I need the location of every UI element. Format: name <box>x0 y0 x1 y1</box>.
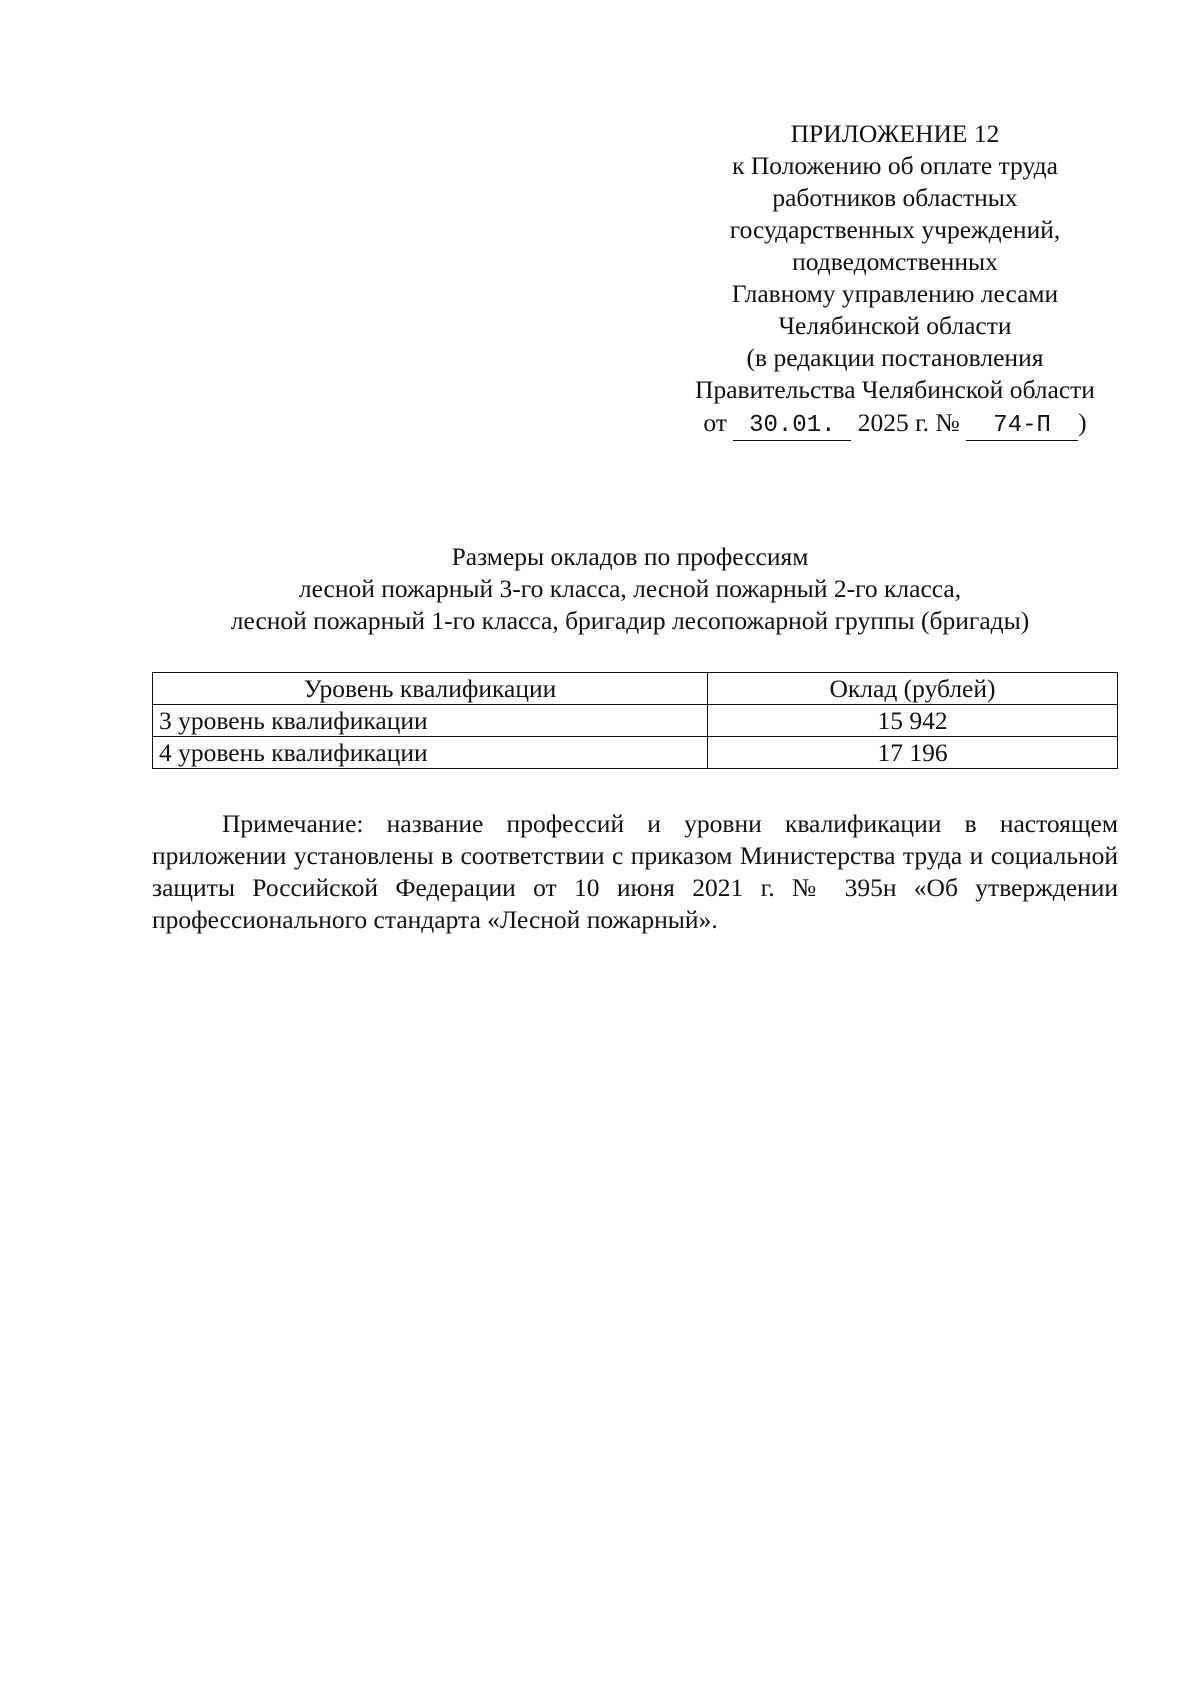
salary-cell: 15 942 <box>708 705 1118 737</box>
note-paragraph: Примечание: название профессий и уровни квалификации в настоящем приложении установлены в соответствии с приказом Министерства труда и социальной защиты Российской Федерации от 10 июня 2021 г. № 395н «Об утверждении профессионального стандарта «Лесной пожарный». <box>152 809 1118 934</box>
ref-suffix: ) <box>1078 408 1087 437</box>
resolution-reference <box>660 407 1130 441</box>
appendix-line: подведомственных <box>792 247 998 276</box>
heading-line: лесной пожарный 1-го класса, бригадир лесопожарной группы (бригады) <box>230 606 1030 635</box>
table-header-row <box>153 673 1118 705</box>
appendix-line: государственных учреждений, <box>729 215 1061 244</box>
appendix-line: работников областных <box>772 183 1018 212</box>
heading-line: лесной пожарный 3-го класса, лесной пожарный 2-го класса, <box>298 574 962 603</box>
appendix-line: Главному управлению лесами <box>731 279 1059 308</box>
table-row <box>153 737 1118 769</box>
column-header-salary: Оклад (рублей) <box>708 673 1118 705</box>
resolution-date: 30.01. <box>733 412 851 441</box>
appendix-line: (в редакции постановления <box>746 343 1044 372</box>
salary-cell: 17 196 <box>708 737 1118 769</box>
qualification-level-cell: 4 уровень квалификации <box>153 737 708 769</box>
resolution-number: 74-П <box>966 412 1078 441</box>
column-header-level: Уровень квалификации <box>153 673 708 705</box>
document-heading <box>150 541 1110 637</box>
heading-line: Размеры окладов по профессиям <box>451 542 809 571</box>
table-row <box>153 705 1118 737</box>
ref-prefix: от <box>703 408 727 437</box>
appendix-title: ПРИЛОЖЕНИЕ 12 <box>790 119 1000 148</box>
qualification-level-cell: 3 уровень квалификации <box>153 705 708 737</box>
ref-year: 2025 г. № <box>857 408 960 437</box>
appendix-header <box>660 118 1130 441</box>
appendix-line: Челябинской области <box>778 311 1012 340</box>
salary-table <box>152 672 1118 769</box>
appendix-line: к Положению об оплате труда <box>732 151 1058 180</box>
appendix-line: Правительства Челябинской области <box>695 375 1095 404</box>
